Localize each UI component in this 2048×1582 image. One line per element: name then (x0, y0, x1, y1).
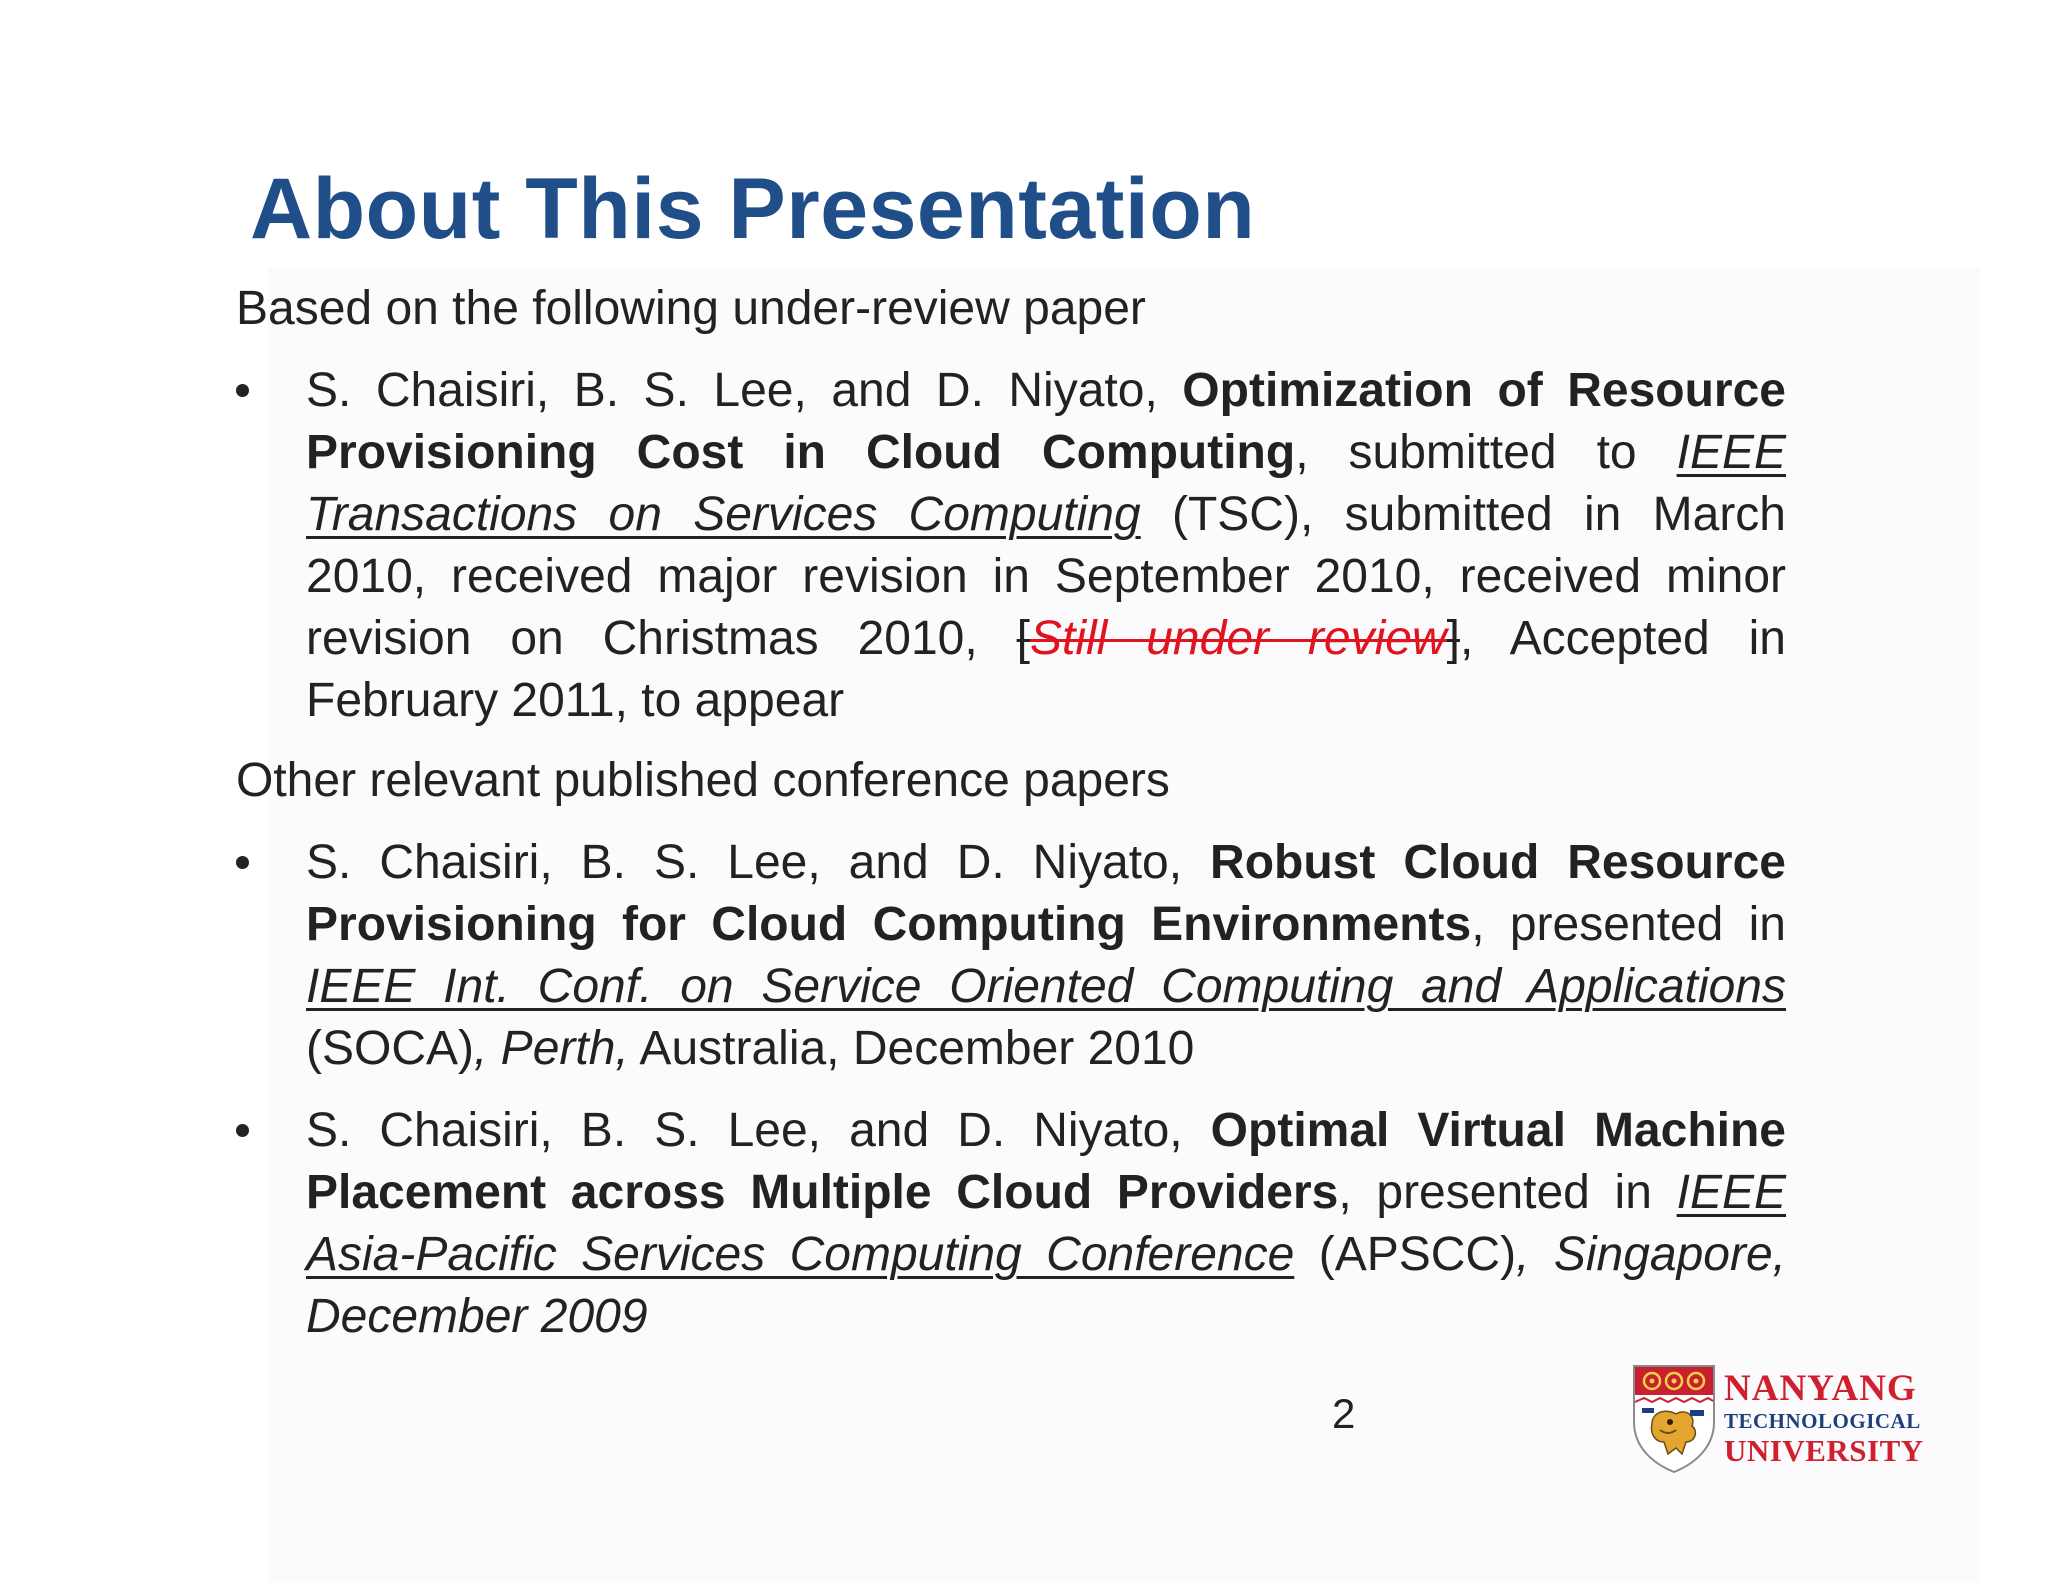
bracket-open: [ (1016, 612, 1030, 665)
reference-venue: IEEE Asia-Pacific Services Computing Conference (306, 1166, 1786, 1281)
reference-details: (TSC), submitted in March 2010, received major revision in September 2010, received minor revision on Christmas 2010, (306, 488, 1787, 665)
bullet-icon (236, 856, 249, 869)
section-heading-conference: Other relevant published conference papers (236, 754, 1170, 807)
reference-connector: , presented in (1338, 1166, 1677, 1219)
reference-authors: S. Chaisiri, B. S. Lee, and D. Niyato, (306, 1104, 1211, 1157)
reference-venue: IEEE Transactions on Services Computing (306, 426, 1786, 541)
reference-connector: , submitted to (1295, 426, 1677, 479)
reference-acronym: (APSCC) (1294, 1228, 1517, 1281)
section-heading-under-review: Based on the following under-review paper (236, 282, 1146, 335)
reference-text (306, 360, 1786, 732)
bullet-icon (236, 384, 249, 397)
university-logo (1632, 1364, 1932, 1484)
logo-line-nanyang: NANYANG (1724, 1368, 1917, 1409)
bracket-close: ] (1446, 612, 1460, 665)
reference-authors: S. Chaisiri, B. S. Lee, and D. Niyato, (306, 836, 1211, 889)
reference-paper-title: Robust Cloud Resource Provisioning for Cloud Computing Environments (306, 836, 1787, 951)
reference-location-italic: , Singapore, December 2009 (306, 1228, 1786, 1343)
slide-title: About This Presentation (250, 161, 1256, 257)
reference-location-italic: , Perth, (474, 1022, 629, 1075)
logo-line-university: UNIVERSITY (1724, 1433, 1924, 1468)
reference-venue: IEEE Int. Conf. on Service Oriented Computing and Applications (306, 960, 1786, 1013)
reference-text (306, 832, 1786, 1080)
logo-line-technological: TECHNOLOGICAL (1724, 1409, 1921, 1433)
reference-paper-title: Optimal Virtual Machine Placement across Multiple Cloud Providers (306, 1104, 1786, 1219)
reference-connector: , presented in (1471, 898, 1787, 951)
final-status: , Accepted in February 2011, to appear (306, 612, 1786, 727)
reference-authors: S. Chaisiri, B. S. Lee, and D. Niyato, (306, 364, 1183, 417)
logo-wordmark (1724, 1370, 1924, 1468)
reference-paper-title: Optimization of Resource Provisioning Cost in Cloud Computing (306, 364, 1787, 479)
ntu-crest-icon (1632, 1364, 1716, 1474)
reference-text (306, 1100, 1786, 1348)
reference-acronym: (SOCA) (306, 1022, 474, 1075)
reference-location: Australia, December 2010 (628, 1022, 1195, 1075)
bullet-icon (236, 1124, 249, 1137)
page-number: 2 (1332, 1390, 1356, 1437)
struck-status: Still under review (1029, 612, 1447, 665)
